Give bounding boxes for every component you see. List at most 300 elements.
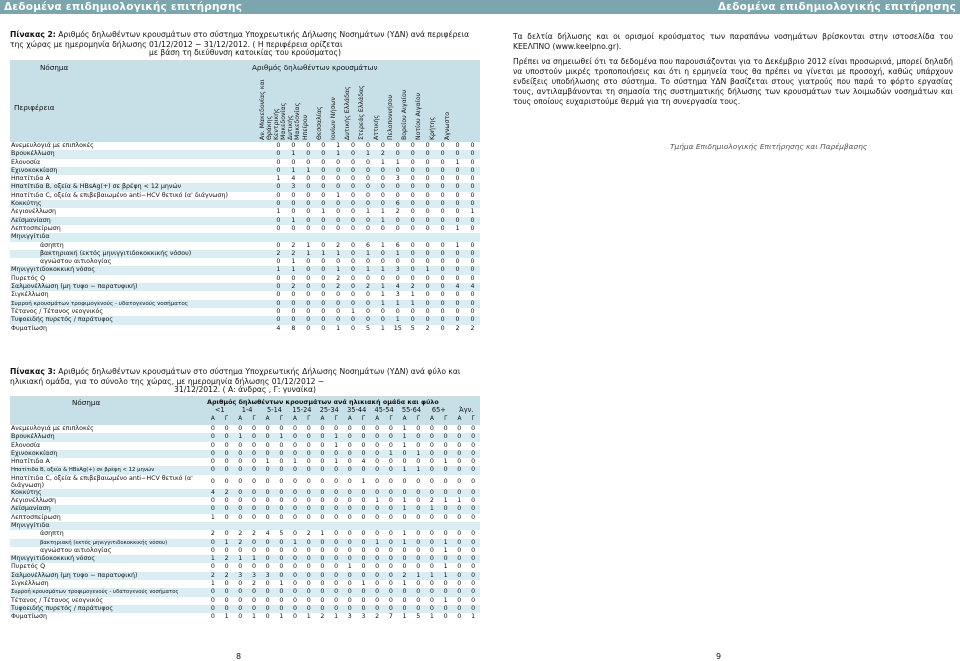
cell-value: 0 [384,555,398,563]
cell-value: 0 [351,208,356,216]
cell-value: 0 [247,605,261,613]
cell-value: 0 [388,425,393,432]
cell-value: 0 [466,539,480,547]
cell-value: 0 [331,183,346,191]
cell-value: 0 [320,580,325,588]
cell-value: 0 [351,274,356,282]
table3-sex-header: Α [320,416,325,422]
table-row [10,233,480,241]
cell-value: 1 [316,250,331,258]
cell-value: 0 [265,477,270,485]
cell-value: 0 [336,158,341,166]
row-label: βακτηριακή (εκτός μηνιγγιτιδοκοκκικής νόσου) [10,250,271,258]
cell-value: 0 [402,563,407,571]
cell-value: 0 [357,450,371,458]
cell-value: 2 [286,283,301,291]
cell-value: 0 [233,489,247,497]
cell-value: 0 [316,605,330,613]
cell-value: 0 [329,605,343,613]
cell-value [398,522,412,530]
cell-value: 1 [375,497,380,505]
cell-value: 0 [435,300,450,308]
cell-value: 0 [425,539,439,547]
cell-value: 0 [336,224,341,232]
cell-value: 0 [410,158,415,166]
cell-value: 0 [457,441,462,449]
cell-value: 0 [384,539,398,547]
cell-value: 0 [402,477,407,485]
cell-value: 0 [286,200,301,208]
cell-value: 0 [206,466,220,474]
cell-value: 0 [271,283,286,291]
cell-value: 0 [416,530,421,538]
table-row [10,425,480,433]
page-header-right: Δεδομένα επιδημιολογικής επιτήρησης [480,0,960,14]
table-row [10,275,480,283]
cell-value: 0 [343,489,357,497]
cell-value: 0 [443,580,448,588]
cell-value: 0 [279,477,284,485]
table-row [10,300,480,308]
cell-value: 0 [343,466,357,474]
cell-value: 0 [293,580,298,588]
table-row [10,588,480,596]
cell-value: 0 [384,605,398,613]
table-row [10,242,480,250]
cell-value: 0 [471,546,476,554]
cell-value: 0 [435,266,450,274]
cell-value: 0 [343,572,357,580]
cell-value: 0 [455,258,460,266]
cell-value: 1 [210,513,215,521]
cell-value: 0 [331,200,346,208]
cell-value: 0 [316,183,331,191]
cell-value: 0 [425,258,430,266]
table-row [10,175,480,183]
cell-value: 1 [380,158,385,166]
table3-sex-header: Α [293,416,298,422]
cell-value: 0 [271,217,286,225]
cell-value: 0 [439,433,453,441]
cell-value: 0 [343,539,357,547]
cell-value: 1 [455,241,460,249]
cell-value: 0 [279,497,284,505]
cell-value: 2 [336,274,341,282]
cell-value: 0 [429,425,434,432]
cell-value: 0 [220,466,234,474]
cell-value: 0 [375,458,380,466]
table3-caption-line2: 31/12/2012. ( Α: άνδρας , Γ: γυναίκα) [174,385,316,394]
cell-value: 1 [443,497,448,505]
cell-value: 0 [455,191,460,199]
cell-value: 0 [370,572,384,580]
cell-value: 0 [452,572,466,580]
table-row [10,266,480,274]
cell-value: 0 [334,530,339,538]
cell-value: 0 [346,266,361,274]
cell-value: 0 [302,555,316,563]
cell-value: 0 [291,142,296,149]
table-row [10,283,480,291]
cell-value: 0 [346,217,361,225]
row-label: Σαλμονέλλωση (μη τυφο − παρατυφική) [10,572,206,580]
cell-value: 0 [306,158,311,166]
table3-sex-header: Γ [389,416,393,422]
cell-value: 0 [465,183,480,191]
cell-value: 0 [206,605,220,613]
cell-value: 1 [293,458,298,466]
row-label: Μηνιγγιτιδοκοκκική νόσος [10,266,271,274]
cell-value: 0 [261,450,275,458]
cell-value: 4 [206,489,220,497]
cell-value: 0 [365,224,370,232]
cell-value: 0 [471,497,476,505]
cell-value: 2 [398,572,412,580]
row-label: Βρουκέλλωση [10,433,206,441]
cell-value: 0 [279,441,284,449]
cell-value: 0 [365,175,370,183]
cell-value: 0 [365,291,370,299]
row-label: Πυρετός Q [11,563,46,571]
row-label: Ελονοσία [11,441,41,449]
cell-value: 0 [380,307,385,315]
cell-value: 2 [286,250,301,258]
cell-value: 0 [261,588,275,596]
cell-value: 0 [471,513,476,521]
page-number-right: 9 [716,652,722,661]
cell-value: 0 [425,158,430,166]
cell-value: 0 [306,324,311,332]
cell-value [247,522,261,530]
cell-value: 0 [343,605,357,613]
cell-value: 0 [361,183,376,191]
cell-value [384,522,398,530]
cell-value: 0 [429,441,434,449]
cell-value: 0 [361,497,366,505]
cell-value: 0 [402,458,407,466]
cell-value: 2 [429,497,434,505]
cell-value: 0 [334,546,339,554]
cell-value: 0 [276,258,281,266]
cell-value: 2 [455,324,460,332]
cell-value: 0 [405,167,420,175]
cell-value: 0 [357,505,371,513]
cell-value: 2 [220,572,234,580]
cell-value: 0 [416,546,421,554]
cell-value: 0 [271,200,286,208]
table-row [10,547,480,555]
table3-age-header: 5-14 [267,406,282,414]
cell-value: 1 [329,433,343,441]
cell-value: 0 [347,458,352,466]
cell-value: 0 [306,546,311,554]
cell-value: 1 [271,266,286,274]
cell-value: 0 [306,175,311,183]
cell-value [375,233,390,241]
cell-value: 0 [375,563,380,571]
cell-value: 0 [316,200,331,208]
cell-value: 0 [440,274,445,282]
table-row [10,597,480,605]
cell-value: 0 [465,316,480,324]
cell-value: 0 [224,596,229,604]
cell-value: 0 [450,217,465,225]
cell-value: 0 [301,200,316,208]
cell-value: 2 [306,530,311,538]
cell-value: 0 [329,555,343,563]
cell-value: 0 [470,142,475,149]
cell-value: 0 [220,588,234,596]
cell-value: 0 [210,425,215,432]
cell-value: 1 [336,191,341,199]
row-label: Εχινοκοκκίαση [10,167,271,175]
cell-value: 0 [425,307,430,315]
cell-value: 0 [271,150,286,158]
cell-value: 1 [390,250,405,258]
cell-value: 0 [375,316,390,324]
cell-value: 0 [375,250,390,258]
cell-value: 1 [455,158,460,166]
cell-value: 0 [321,291,326,299]
cell-value: 0 [288,489,302,497]
cell-value: 0 [420,217,435,225]
cell-value: 0 [390,217,405,225]
cell-value: 0 [470,224,475,232]
row-label: Σιγκέλλωση [11,291,49,299]
cell-value: 3 [286,183,301,191]
cell-value [331,233,346,241]
cell-value: 1 [320,530,325,538]
cell-value: 0 [210,563,215,571]
cell-value: 0 [470,191,475,199]
cell-value: 0 [302,539,316,547]
cell-value: 0 [384,489,398,497]
cell-value: 0 [346,300,361,308]
table3-sex-header: Γ [361,416,366,422]
cell-value: 0 [276,191,281,199]
cell-value: 0 [265,580,270,588]
cell-value: 0 [224,441,229,449]
cell-value: 0 [331,300,346,308]
cell-value: 1 [429,613,434,621]
row-label: Συρροή κρουσμάτων τροφιμογενούς - υδατογενούς νοσήματος [10,300,271,308]
cell-value: 0 [224,513,229,521]
cell-value: 0 [471,477,476,485]
cell-value: 1 [390,300,405,308]
cell-value: 0 [275,555,289,563]
cell-value: 1 [279,580,284,588]
table2-col-perifereia: Περιφέρεια [14,103,55,112]
cell-value: 0 [411,555,425,563]
row-label: Τυφοειδής πυρετός / παράτυφος [10,316,271,324]
cell-value: 1 [301,250,316,258]
cell-value: 0 [457,563,462,571]
cell-value: 0 [471,441,476,449]
cell-value: 0 [357,539,371,547]
cell-value: 4 [465,283,480,291]
cell-value: 0 [465,266,480,274]
cell-value: 0 [206,450,220,458]
table-row [10,258,480,266]
table-row [10,450,480,458]
cell-value: 1 [286,167,301,175]
cell-value: 0 [238,497,243,505]
cell-value: 0 [429,458,434,466]
table3-sex-header: Γ [224,416,229,422]
cell-value: 1 [375,283,390,291]
cell-value: 0 [251,546,256,554]
table3-age-header: 1-4 [241,406,253,414]
cell-value: 0 [410,241,415,249]
cell-value: 0 [343,555,357,563]
cell-value: 0 [206,433,220,441]
cell-value: 1 [411,466,425,474]
cell-value: 1 [370,539,384,547]
cell-value: 0 [321,224,326,232]
cell-value: 0 [402,513,407,521]
cell-value: 0 [224,530,229,538]
cell-value: 0 [306,274,311,282]
cell-value: 0 [429,513,434,521]
cell-value: 3 [233,572,247,580]
cell-value: 0 [301,316,316,324]
cell-value: 2 [336,241,341,249]
cell-value: 0 [288,505,302,513]
cell-value: 0 [440,142,445,149]
table3-sex-header: Γ [334,416,338,422]
cell-value: 1 [286,217,301,225]
cell-value: 1 [334,458,339,466]
cell-value: 0 [329,588,343,596]
cell-value: 0 [316,555,330,563]
cell-value: 0 [388,458,393,466]
cell-value: 1 [398,505,412,513]
row-label: Κοκκύτης [10,489,206,497]
cell-value: 4 [291,175,296,183]
cell-value: 2 [271,250,286,258]
cell-value: 0 [316,489,330,497]
cell-value: 1 [361,250,376,258]
cell-value: 0 [416,497,421,505]
cell-value: 1 [286,266,301,274]
cell-value: 0 [470,258,475,266]
cell-value: 0 [233,605,247,613]
cell-value: 0 [466,572,480,580]
cell-value: 0 [435,250,450,258]
row-label: Ηπατίτιδα Α [11,175,50,183]
cell-value: 0 [440,191,445,199]
cell-value: 0 [251,513,256,521]
table-row [10,458,480,466]
cell-value: 0 [224,425,229,432]
cell-value: 1 [210,580,215,588]
cell-value: 0 [306,191,311,199]
cell-value: 0 [375,513,380,521]
cell-value: 1 [220,539,234,547]
cell-value: 0 [291,191,296,199]
cell-value: 2 [251,580,256,588]
cell-value: 1 [275,433,289,441]
table3-col-nosima: Νόσημα [72,398,101,407]
cell-value: 0 [291,224,296,232]
cell-value: 0 [416,513,421,521]
cell-value [302,522,316,530]
cell-value: 0 [411,539,425,547]
cell-value: 0 [429,530,434,538]
cell-value: 0 [238,458,243,466]
cell-value [343,522,357,530]
cell-value: 0 [293,513,298,521]
cell-value: 0 [210,458,215,466]
cell-value: 0 [306,224,311,232]
cell-value: 0 [425,291,430,299]
cell-value [316,522,330,530]
cell-value: 0 [293,530,298,538]
cell-value: 0 [279,563,284,571]
cell-value: 0 [336,258,341,266]
cell-value: 1 [351,307,356,315]
cell-value: 0 [375,530,380,538]
cell-value: 3 [247,572,261,580]
cell-value [450,233,465,241]
table3-sex-header: Γ [416,416,420,422]
cell-value: 0 [390,167,405,175]
table-row [10,555,480,563]
cell-value: 0 [275,539,289,547]
cell-value: 0 [357,466,371,474]
cell-value: 0 [265,563,270,571]
row-label: Σιγκέλλωση [11,580,49,588]
cell-value [361,233,376,241]
cell-value: 0 [220,605,234,613]
cell-value: 0 [306,307,311,315]
cell-value: 0 [329,466,343,474]
table3-sex-header: Α [375,416,380,422]
cell-value: 0 [450,250,465,258]
cell-value: 0 [361,513,366,521]
cell-value: 0 [388,530,393,538]
cell-value: 0 [334,580,339,588]
cell-value: 2 [375,150,390,158]
cell-value: 1 [361,580,366,588]
cell-value: 0 [457,613,462,621]
cell-value: 0 [416,596,421,604]
cell-value: 0 [395,274,400,282]
cell-value: 0 [233,505,247,513]
cell-value: 0 [316,433,330,441]
cell-value: 0 [302,433,316,441]
table-row [10,208,480,216]
cell-value: 0 [439,605,453,613]
cell-value [370,522,384,530]
cell-value: 0 [331,167,346,175]
cell-value: 0 [343,505,357,513]
cell-value: 0 [365,158,370,166]
row-label: Μηνιγγίτιδα [10,522,206,530]
cell-value: 0 [411,489,425,497]
cell-value: 0 [301,300,316,308]
cell-value: 0 [251,425,256,432]
cell-value: 0 [380,274,385,282]
cell-value [411,522,425,530]
cell-value: 0 [425,450,439,458]
table-row [10,475,480,489]
cell-value: 0 [384,505,398,513]
cell-value: 0 [306,291,311,299]
row-label: Λεγιονέλλωση [11,497,57,505]
cell-value [288,522,302,530]
cell-value: 0 [384,466,398,474]
